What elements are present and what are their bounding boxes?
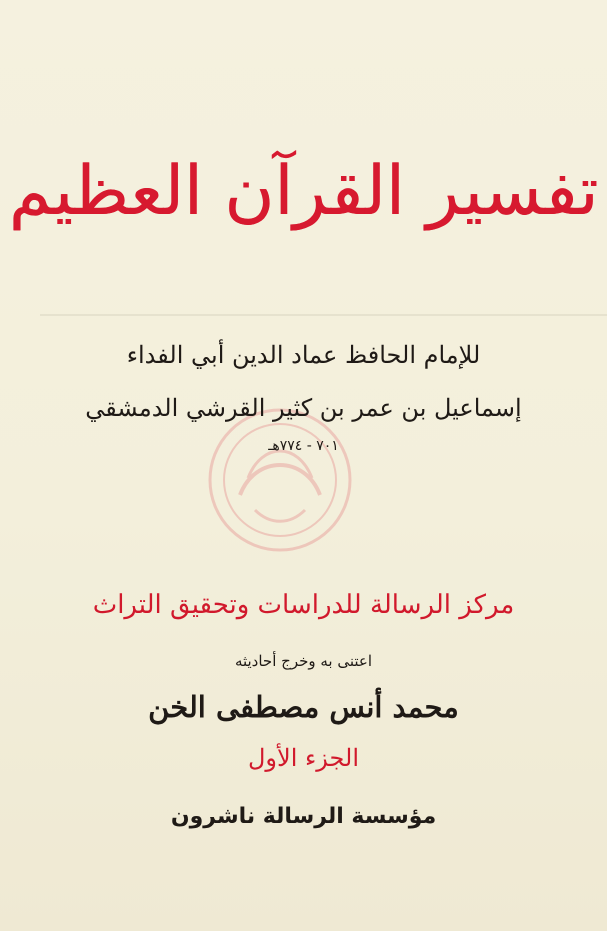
research-center: مركز الرسالة للدراسات وتحقيق التراث: [92, 590, 515, 620]
book-title: تفسير القرآن العظيم: [8, 152, 599, 231]
volume-label: الجزء الأول: [247, 744, 359, 772]
show-through-text: [40, 300, 587, 860]
decorative-seal-icon: [200, 400, 360, 560]
author-dates: ٧٠١ - ٧٧٤هـ: [268, 438, 339, 454]
editor-name: محمد أنس مصطفى الخن: [148, 690, 459, 724]
editor-credit: اعتنى به وخرج أحاديثه: [234, 652, 373, 670]
title-block: [0, 152, 607, 231]
publisher-name: مؤسسة الرسالة ناشرون: [170, 804, 437, 829]
author-line-2: إسماعيل بن عمر بن كثير القرشي الدمشقي: [85, 394, 522, 422]
author-line-1: للإمام الحافظ عماد الدين أبي الفداء: [126, 341, 481, 369]
